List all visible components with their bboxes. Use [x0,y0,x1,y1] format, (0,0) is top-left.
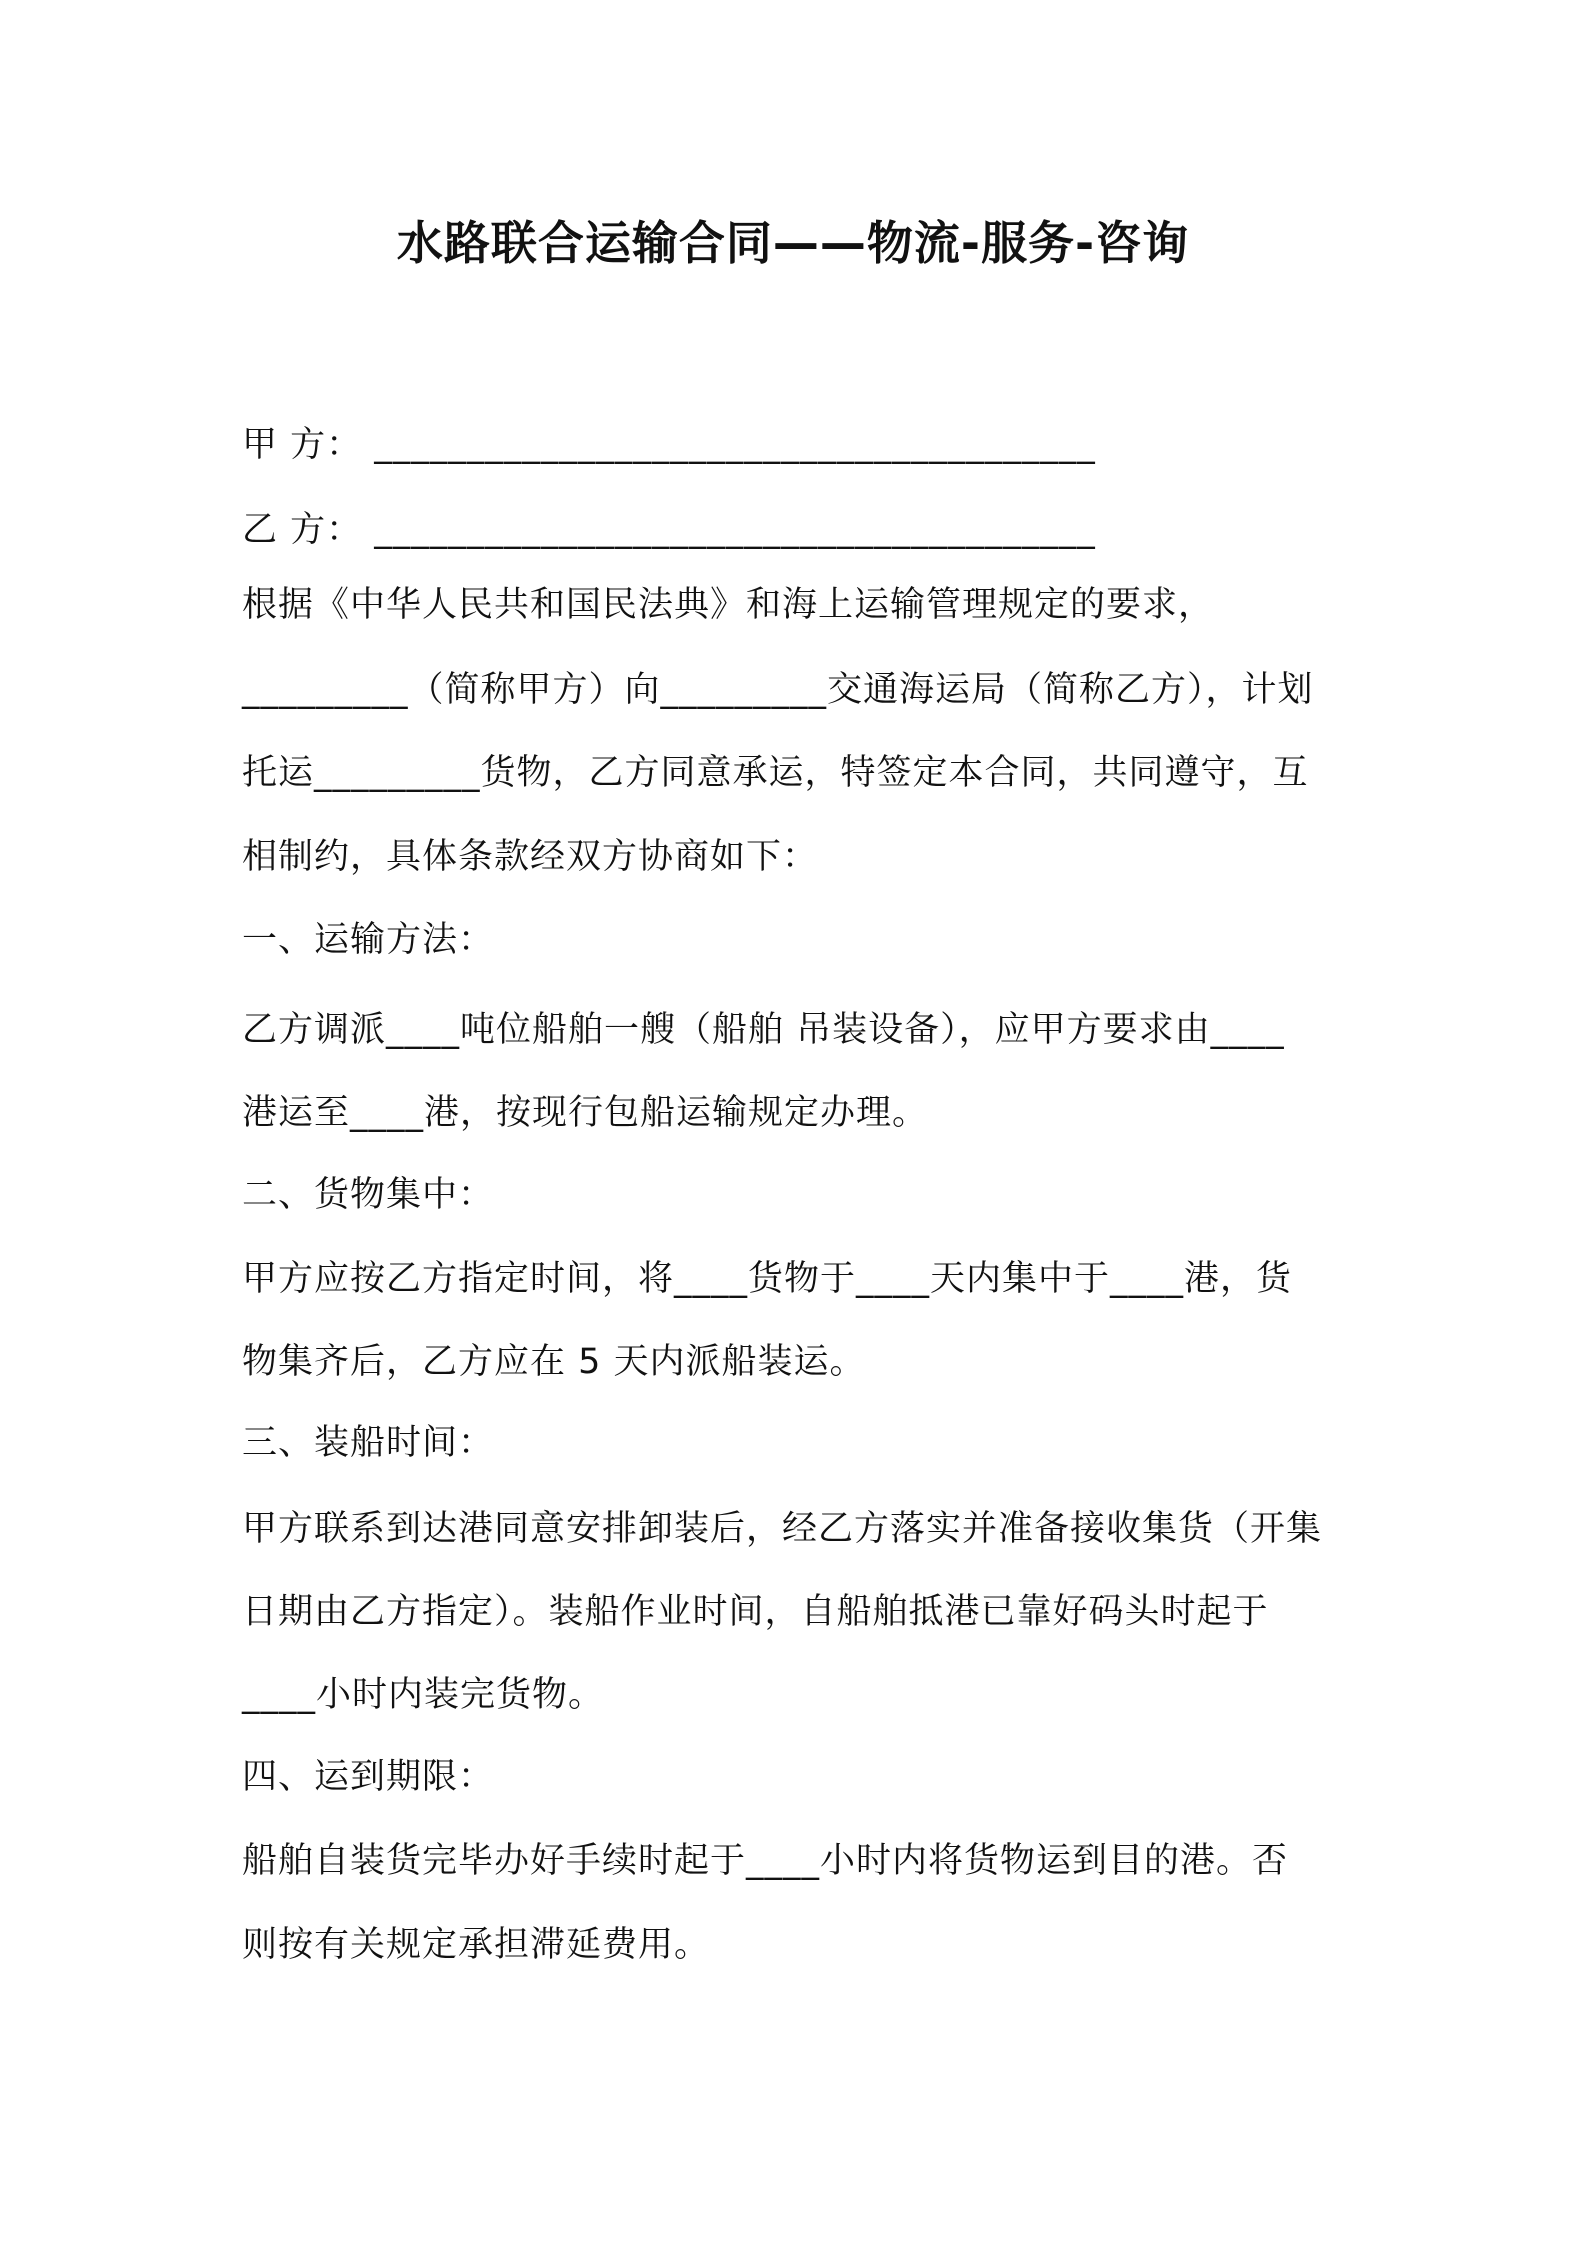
section-4-line-2: 则按有关规定承担滞延费用。 [242,1925,711,1965]
party-b-blank: _______________________________________ [374,510,1096,550]
section-heading-2: 二、货物集中： [242,1175,495,1215]
party-a-line [242,420,1362,470]
intro-line-2: _________（简称甲方）向_________交通海运局（简称乙方），计划 [242,670,1314,710]
section-heading-3: 三、装船时间： [242,1423,495,1463]
document-title: 水路联合运输合同——物流-服务-咨询 [396,216,1190,270]
intro-line-3: 托运_________货物，乙方同意承运，特签定本合同，共同遵守，互 [242,753,1309,793]
section-heading-4: 四、运到期限： [242,1757,495,1797]
section-2-line-1: 甲方应按乙方指定时间，将____货物于____天内集中于____港，货 [242,1259,1293,1299]
section-3-line-1: 甲方联系到达港同意安排卸装后，经乙方落实并准备接收集货（开集 [242,1509,1323,1549]
section-2-line-2: 物集齐后，乙方应在 5 天内派船装运。 [242,1342,866,1382]
intro-line-4: 相制约，具体条款经双方协商如下： [242,837,819,877]
intro-line-1: 根据《中华人民共和国民法典》和海上运输管理规定的要求， [242,585,1215,625]
party-b-line [242,505,1362,555]
section-heading-1: 一、运输方法： [242,920,495,960]
section-4-line-1: 船舶自装货完毕办好手续时起于____小时内将货物运到目的港。否 [242,1841,1289,1881]
party-a-blank: _______________________________________ [374,425,1096,465]
section-1-line-1: 乙方调派____吨位船舶一艘（船舶 吊装设备），应甲方要求由____ [242,1010,1285,1050]
section-3-line-2: 日期由乙方指定）。装船作业时间，自船舶抵港已靠好码头时起于 [242,1592,1269,1632]
section-1-line-2: 港运至____港，按现行包船运输规定办理。 [242,1093,929,1133]
party-b-label: 乙 方： [242,510,363,550]
party-a-label: 甲 方： [242,425,363,465]
section-3-line-3: ____小时内装完货物。 [242,1675,605,1715]
